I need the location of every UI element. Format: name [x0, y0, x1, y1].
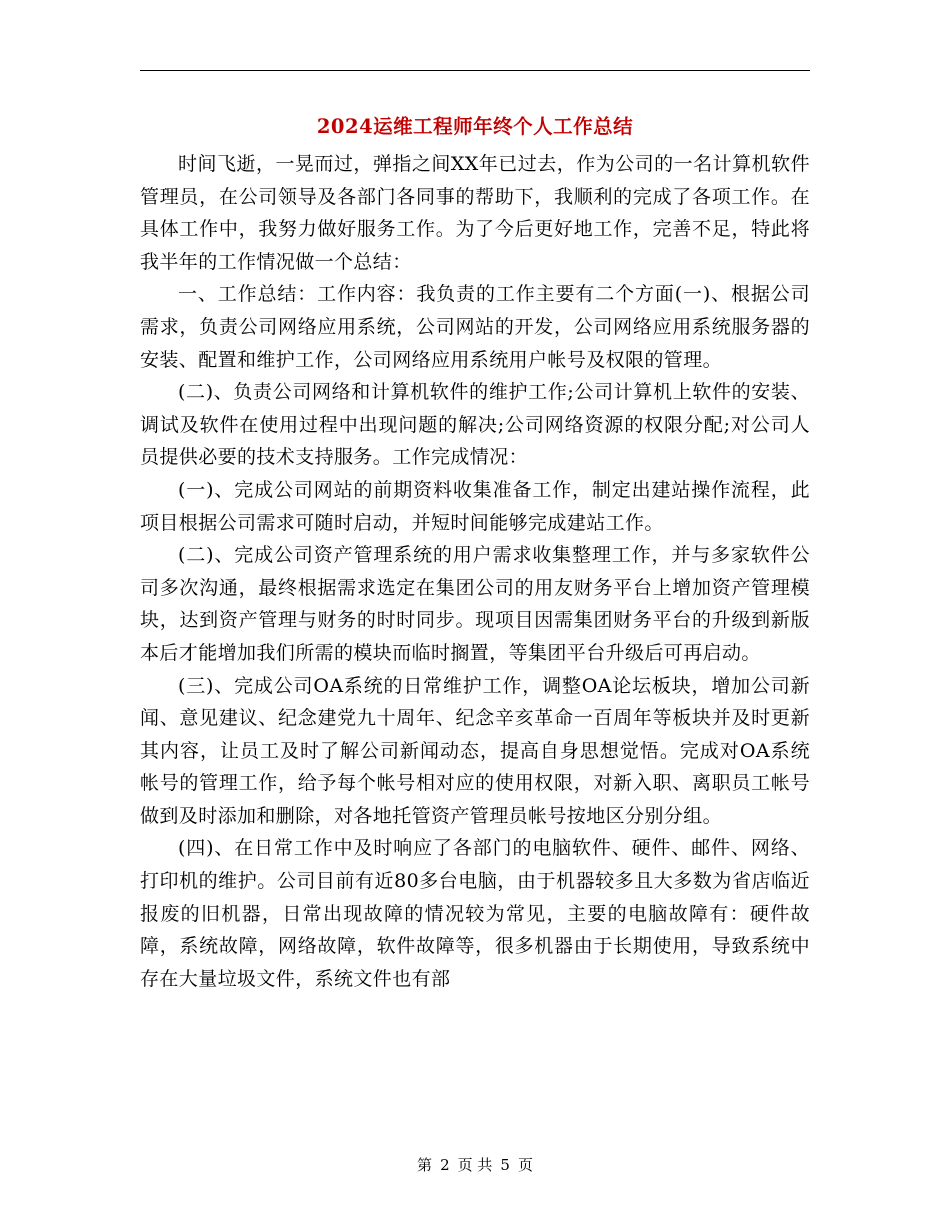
footer-prefix: 第 — [417, 1156, 433, 1174]
paragraph-daily-maintenance: (四)、在日常工作中及时响应了各部门的电脑软件、硬件、邮件、网络、打印机的维护。公司目前有近80多台电脑，由于机器较多且大多数为省店临近报废的旧机器，日常出现故障的情况较为常见，主要的电脑故障有：硬件故障，系统故障，网络故障，软件故障等，很多机器由于长期使用，导致系统中存在大量垃圾文件，系统文件也有部 — [140, 837, 810, 990]
footer-suffix: 页 — [517, 1156, 533, 1174]
footer-total-pages: 5 — [500, 1156, 510, 1174]
footer-page-number: 2 — [440, 1156, 450, 1174]
footer-middle: 页 共 — [457, 1156, 493, 1174]
document-body — [140, 148, 810, 995]
page-footer — [0, 1154, 950, 1176]
header-rule — [140, 70, 810, 71]
document-title: 2024运维工程师年终个人工作总结 — [316, 115, 634, 138]
paragraph-work-summary: 一、工作总结：工作内容：我负责的工作主要有二个方面(一)、根据公司需求，负责公司网络应用系统，公司网站的开发，公司网络应用系统服务器的安装、配置和维护工作，公司网络应用系统用户帐号及权限的管理。 — [140, 283, 810, 371]
paragraph-intro: 时间飞逝，一晃而过，弹指之间XX年已过去，作为公司的一名计算机软件管理员，在公司领导及各部门各同事的帮助下，我顺利的完成了各项工作。在具体工作中，我努力做好服务工作。为了今后更好地工作，完善不足，特此将我半年的工作情况做一个总结： — [140, 153, 810, 273]
paragraph-oa-system: (三)、完成公司OA系统的日常维护工作，调整OA论坛板块，增加公司新闻、意见建议、纪念建党九十周年、纪念辛亥革命一百周年等板块并及时更新其内容，让员工及时了解公司新闻动态，提高自身思想觉悟。完成对OA系统帐号的管理工作，给予每个帐号相对应的使用权限，对新入职、离职员工帐号做到及时添加和删除，对各地托管资产管理员帐号按地区分别分组。 — [140, 674, 810, 827]
paragraph-asset-system: (二)、完成公司资产管理系统的用户需求收集整理工作，并与多家软件公司多次沟通，最终根据需求选定在集团公司的用友财务平台上增加资产管理模块，达到资产管理与财务的时时同步。现项目因需集团财务平台的升级到新版本后才能增加我们所需的模块而临时搁置，等集团平台升级后可再启动。 — [140, 544, 810, 664]
paragraph-maintenance-duties: (二)、负责公司网络和计算机软件的维护工作;公司计算机上软件的安装、调试及软件在使用过程中出现问题的解决;公司网络资源的权限分配;对公司人员提供必要的技术支持服务。工作完成情况： — [140, 381, 810, 469]
paragraph-website: (一)、完成公司网站的前期资料收集准备工作，制定出建站操作流程，此项目根据公司需求可随时启动，并短时间能够完成建站工作。 — [140, 478, 810, 534]
